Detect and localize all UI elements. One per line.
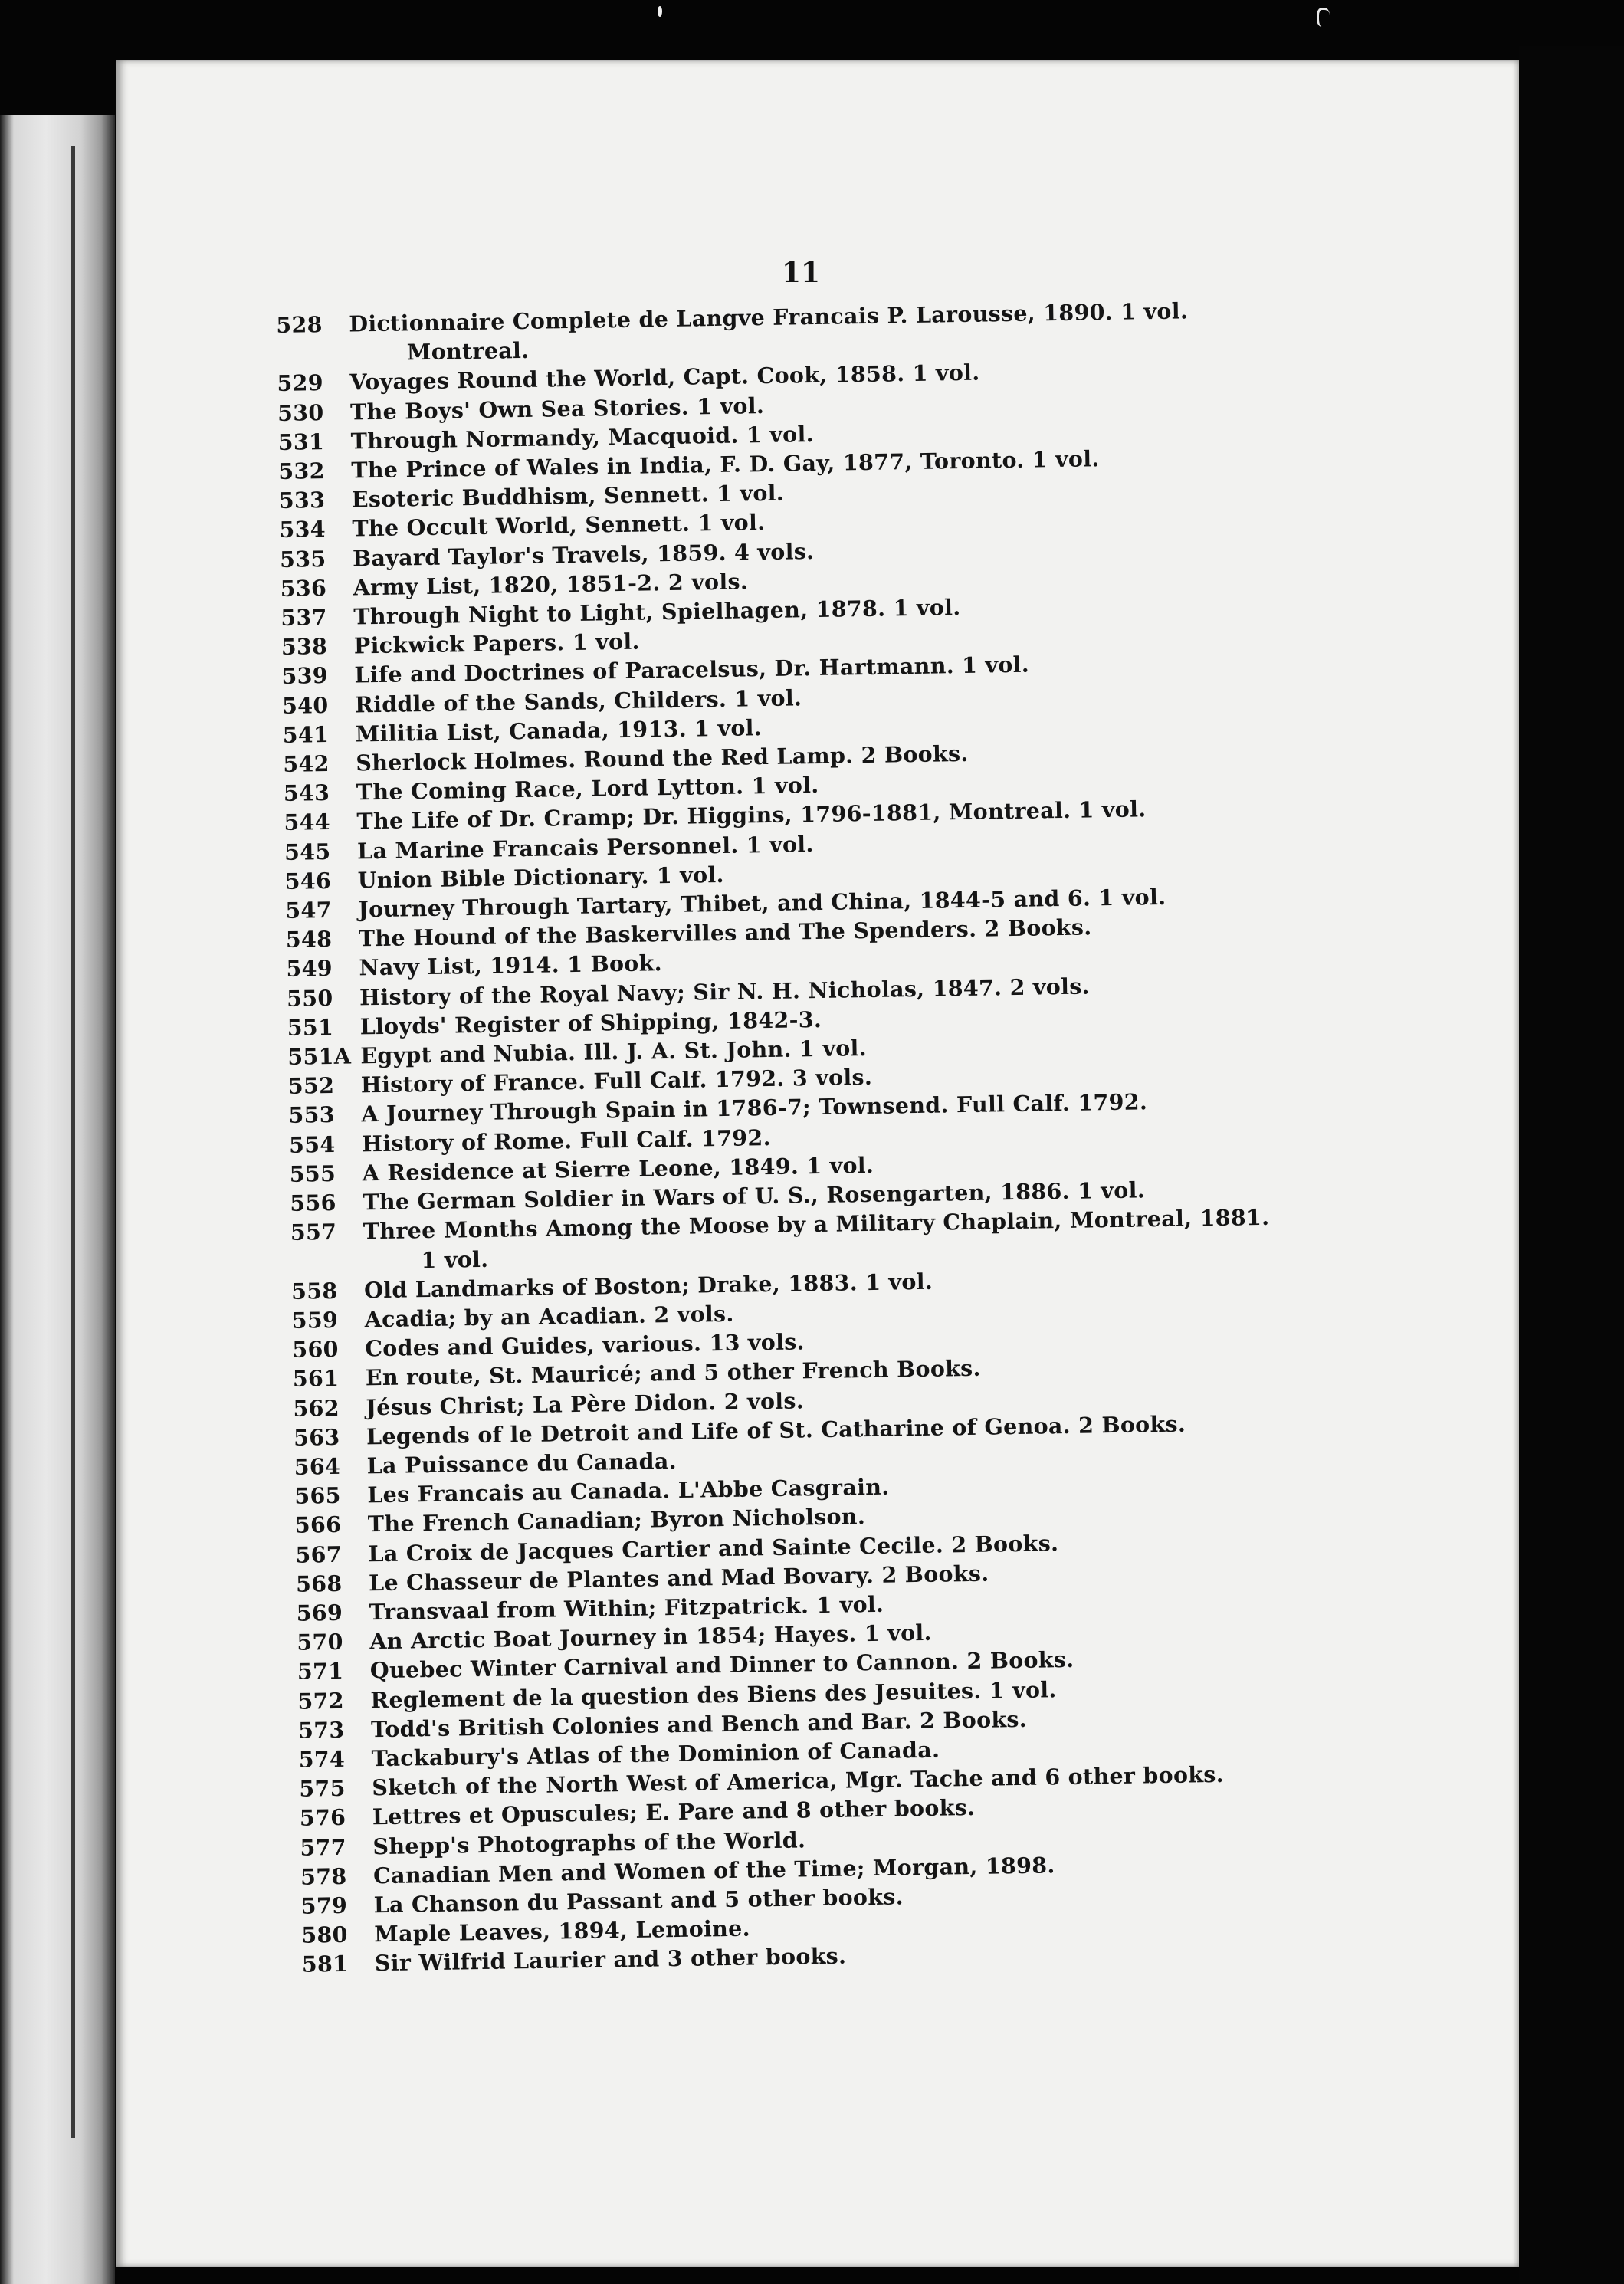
entry-number: 571 — [297, 1658, 344, 1685]
entry-number: 574 — [298, 1745, 346, 1773]
entry-number: 540 — [281, 691, 329, 719]
entry-text: Union Bible Dictionary. 1 vol. — [357, 861, 724, 894]
entry-text: Le Chasseur de Plantes and Mad Bovary. 2 Books. — [368, 1560, 989, 1597]
entry-text: Old Landmarks of Boston; Drake, 1883. 1 vol. — [363, 1268, 933, 1304]
entry-text: Three Months Among the Moose by a Military Chaplain, Montreal, 1881. — [363, 1204, 1270, 1245]
entry-number: 581 — [301, 1951, 349, 1978]
entry-text: La Croix de Jacques Cartier and Sainte Cecile. 2 Books. — [368, 1529, 1059, 1567]
entry-text: En route, St. Mauricé; and 5 other French Books. — [365, 1355, 981, 1391]
entry-number: 546 — [284, 867, 332, 894]
entry-number: 535 — [279, 545, 326, 573]
entry-text: Jésus Christ; La Père Didon. 2 vols. — [366, 1386, 805, 1420]
entry-number: 530 — [277, 399, 324, 426]
entry-text: La Chanson du Passant and 5 other books. — [373, 1883, 904, 1918]
entry-number: 549 — [286, 955, 333, 983]
entry-text: La Marine Francais Personnel. 1 vol. — [356, 830, 814, 865]
entry-number: 575 — [299, 1774, 346, 1802]
entry-number: 576 — [299, 1804, 346, 1832]
entry-text: A Journey Through Spain in 1786-7; Townsend. Full Calf. 1792. — [361, 1088, 1148, 1127]
entry-text: Todd's British Colonies and Bench and Bar. 2 Books. — [370, 1705, 1028, 1743]
entry-text: Codes and Guides, various. 13 vols. — [365, 1328, 805, 1362]
entry-text: Tackabury's Atlas of the Dominion of Canada. — [371, 1736, 940, 1772]
entry-number: 558 — [290, 1277, 338, 1304]
entry-number: 567 — [295, 1541, 343, 1568]
entry-text: Bayard Taylor's Travels, 1859. 4 vols. — [352, 537, 815, 572]
entry-continuation: 1 vol. — [421, 1245, 489, 1273]
entry-text: Through Night to Light, Spielhagen, 1878. 1 vol. — [353, 594, 961, 630]
entry-number: 552 — [287, 1072, 335, 1100]
entry-text: A Residence at Sierre Leone, 1849. 1 vol. — [362, 1151, 874, 1186]
entry-number: 550 — [286, 984, 333, 1012]
entry-text: Egypt and Nubia. Ill. J. A. St. John. 1 vol. — [360, 1035, 868, 1069]
entry-text: Shepp's Photographs of the World. — [372, 1826, 806, 1859]
entry-text: Transvaal from Within; Fitzpatrick. 1 vol. — [369, 1590, 884, 1626]
facing-page-edge — [0, 115, 115, 2284]
entry-number: 547 — [285, 897, 332, 924]
entry-text: Sherlock Holmes. Round the Red Lamp. 2 Books. — [356, 740, 969, 776]
entry-number: 544 — [284, 809, 331, 836]
entry-number: 579 — [300, 1892, 348, 1919]
entry-number: 561 — [292, 1365, 340, 1393]
entry-text: Through Normandy, Macquoid. 1 vol. — [350, 420, 815, 455]
entry-text: Voyages Round the World, Capt. Cook, 1858. 1 vol. — [349, 359, 980, 395]
entry-text: Quebec Winter Carnival and Dinner to Cannon. 2 Books. — [369, 1646, 1074, 1684]
entry-number: 573 — [297, 1716, 345, 1744]
entry-text: The Prince of Wales in India, F. D. Gay, 1877, Toronto. 1 vol. — [351, 445, 1100, 484]
entry-number: 569 — [296, 1599, 343, 1626]
entry-number: 554 — [288, 1131, 336, 1158]
entry-number: 528 — [276, 311, 323, 338]
entry-text: Life and Doctrines of Paracelsus, Dr. Hartmann. 1 vol. — [354, 651, 1030, 688]
entry-text: Army List, 1820, 1851-2. 2 vols. — [353, 568, 749, 601]
dust-speck — [1317, 8, 1330, 27]
catalogue-entry-list — [276, 293, 1421, 1979]
entry-text: Reglement de la question des Biens des Jesuites. 1 vol. — [370, 1675, 1057, 1713]
entry-text: The Life of Dr. Cramp; Dr. Higgins, 1796-1881, Montreal. 1 vol. — [356, 796, 1147, 835]
entry-text: Riddle of the Sands, Childers. 1 vol. — [354, 684, 802, 718]
entry-continuation: Montreal. — [406, 337, 530, 366]
entry-text: Navy List, 1914. 1 Book. — [359, 950, 663, 981]
entry-text: Esoteric Buddhism, Sennett. 1 vol. — [351, 479, 785, 513]
entry-text: Journey Through Tartary, Thibet, and China, 1844-5 and 6. 1 vol. — [358, 883, 1166, 923]
entry-number: 580 — [301, 1921, 348, 1948]
entry-number: 559 — [291, 1306, 339, 1334]
entry-text: History of France. Full Calf. 1792. 3 vols. — [360, 1064, 873, 1098]
entry-number: 534 — [279, 516, 326, 543]
entry-text: Lloyds' Register of Shipping, 1842-3. — [359, 1006, 822, 1040]
entry-number: 543 — [283, 779, 330, 807]
entry-number: 570 — [297, 1628, 343, 1656]
entry-text: Pickwick Papers. 1 vol. — [353, 628, 640, 659]
entry-text: Dictionnaire Complete de Langve Francais P. Larousse, 1890. 1 vol. — [349, 297, 1189, 337]
entry-number: 533 — [278, 487, 326, 514]
entry-number: 531 — [277, 428, 325, 455]
entry-text: La Puissance du Canada. — [366, 1447, 677, 1479]
entry-text: Les Francais au Canada. L'Abbe Casgrain. — [367, 1473, 890, 1508]
entry-number: 562 — [293, 1394, 340, 1422]
page-number: 11 — [782, 257, 821, 289]
entry-number: 545 — [284, 838, 331, 865]
entry-text: Canadian Men and Women of the Time; Morgan, 1898. — [372, 1852, 1055, 1889]
entry-number: 560 — [292, 1335, 339, 1363]
entry-number: 563 — [293, 1423, 340, 1451]
entry-number: 551 — [287, 1013, 334, 1041]
entry-text: The Occult World, Sennett. 1 vol. — [352, 509, 766, 542]
entry-text: The Boys' Own Sea Stories. 1 vol. — [349, 392, 765, 425]
entry-number: 551A — [287, 1042, 352, 1070]
entry-number: 565 — [294, 1482, 341, 1509]
entry-text: An Arctic Boat Journey in 1854; Hayes. 1 vol. — [369, 1619, 932, 1655]
entry-number: 578 — [300, 1862, 347, 1890]
entry-text: Legends of le Detroit and Life of St. Catharine of Genoa. 2 Books. — [366, 1410, 1186, 1450]
entry-text: Lettres et Opuscules; E. Pare and 8 other books. — [372, 1794, 976, 1830]
entry-number: 537 — [281, 604, 327, 631]
entry-number: 572 — [297, 1687, 345, 1715]
entry-number: 555 — [289, 1160, 336, 1187]
book-gutter — [71, 146, 75, 2138]
entry-number: 538 — [281, 633, 328, 661]
entry-number: 541 — [282, 720, 330, 748]
entry-number: 557 — [290, 1219, 337, 1246]
entry-text: History of Rome. Full Calf. 1792. — [361, 1124, 772, 1157]
entry-number: 568 — [295, 1570, 343, 1597]
entry-text: Militia List, Canada, 1913. 1 vol. — [355, 714, 763, 747]
entry-text: The German Soldier in Wars of U. S., Rosengarten, 1886. 1 vol. — [363, 1176, 1146, 1216]
entry-number: 532 — [278, 458, 325, 484]
entry-text: The Coming Race, Lord Lytton. 1 vol. — [356, 772, 819, 806]
entry-number: 542 — [283, 750, 330, 777]
entry-text: Acadia; by an Acadian. 2 vols. — [364, 1300, 734, 1333]
entry-number: 529 — [277, 369, 324, 397]
entry-text: Sir Wilfrid Laurier and 3 other books. — [374, 1942, 847, 1977]
dust-speck — [658, 6, 662, 17]
entry-text: Sketch of the North West of America, Mgr. Tache and 6 other books. — [372, 1761, 1225, 1801]
entry-number: 536 — [280, 574, 327, 602]
entry-number: 556 — [290, 1190, 336, 1216]
entry-number: 566 — [294, 1511, 342, 1539]
entry-number: 577 — [300, 1833, 347, 1861]
entry-text: The Hound of the Baskervilles and The Spenders. 2 Books. — [358, 914, 1092, 952]
entry-text: Maple Leaves, 1894, Lemoine. — [374, 1915, 751, 1948]
entry-number: 548 — [285, 926, 333, 953]
entry-number: 553 — [288, 1101, 336, 1129]
entry-text: History of the Royal Navy; Sir N. H. Nicholas, 1847. 2 vols. — [359, 973, 1091, 1011]
entry-number: 564 — [294, 1452, 341, 1480]
entry-text: The French Canadian; Byron Nicholson. — [367, 1503, 866, 1537]
background-edge — [1519, 46, 1624, 2284]
entry-number: 539 — [281, 662, 329, 690]
